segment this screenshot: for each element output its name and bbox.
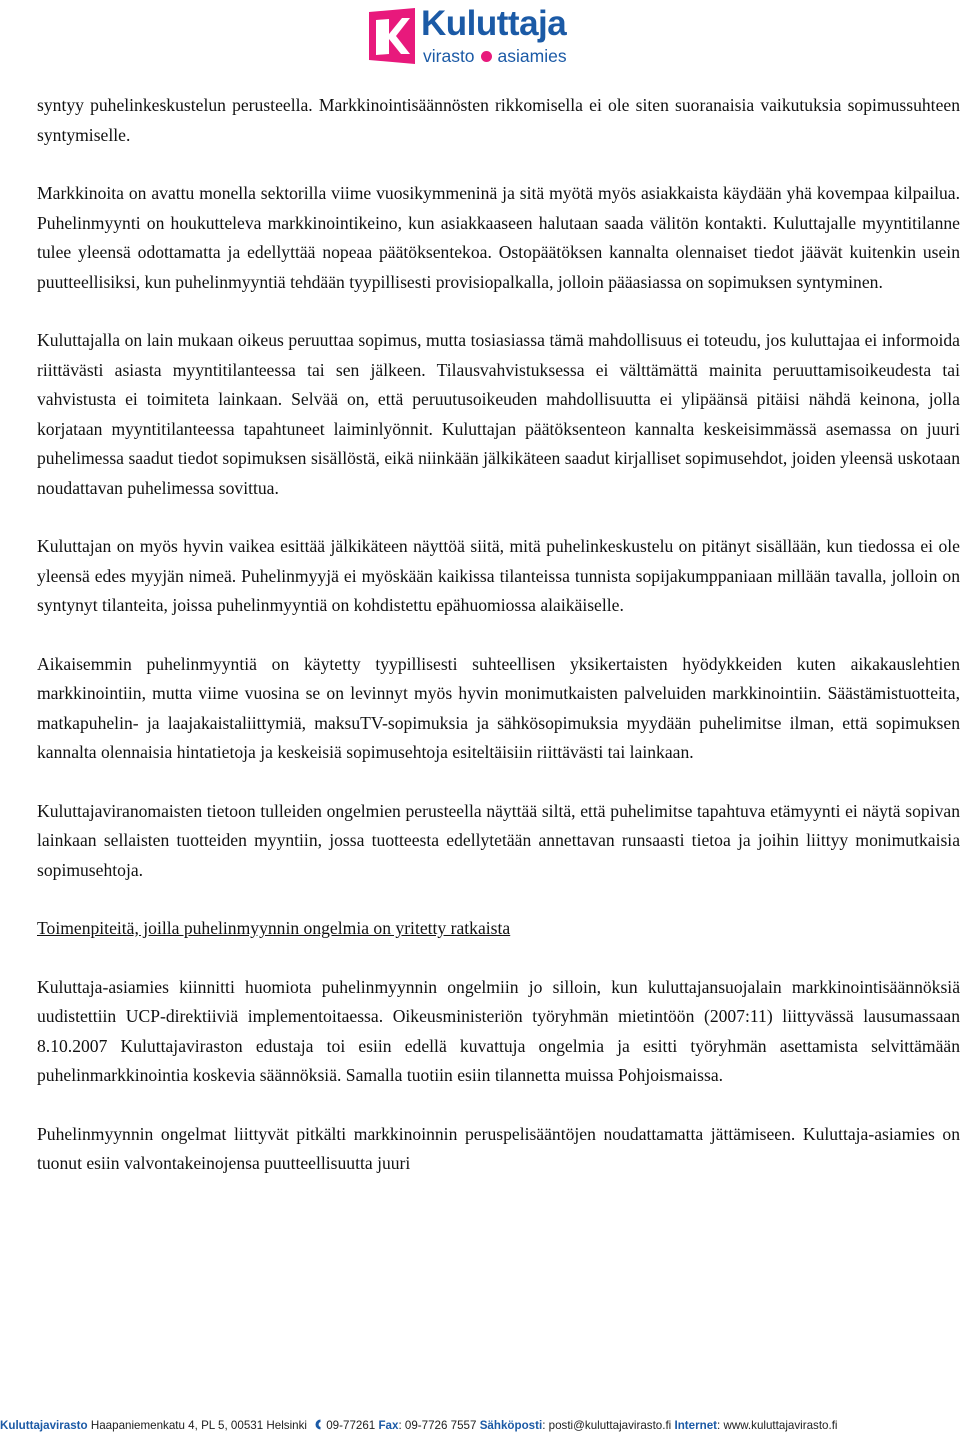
footer-email-label: Sähköposti (479, 1419, 543, 1432)
logo-sub-right: asiamies (497, 46, 567, 66)
page-footer (0, 1419, 960, 1438)
footer-web-label: Internet (674, 1419, 718, 1432)
paragraph-3: Kuluttajalla on lain mukaan oikeus peruuttaa sopimus, mutta tosiasiassa tämä mahdollisuus ei toteudu, jos kuluttajaa ei informoida riittävästi asiasta myyntitilanteessa tai sen jälkeen. Tilausvahvistuksessa ei välttämättä mainita peruuttamisoikeudesta tai vahvistusta ei toimiteta lainkaan. Selvää on, että peruutusoikeuden mahdollisuutta ei ylipäänsä pitäisi nähdä keinona, jolla korjataan myyntitilanteessa tapahtuneet laiminlyönnit. Kuluttajan päätöksenteon kannalta keskeisimmässä asemassa on juuri puhelimessa saadut tiedot sopimuksen sisällöstä, eikä niinkään jälkikäteen saadut kirjalliset sopimusehdot, joiden yleensä uskotaan noudattavan puhelimessa sovittua. (37, 330, 960, 498)
logo-mark-icon (369, 8, 415, 64)
logo-dot-icon (481, 51, 492, 62)
logo-subtitle (423, 46, 567, 67)
footer-fax-label: Fax (378, 1419, 399, 1432)
paragraph-2: Markkinoita on avattu monella sektorilla viime vuosikymmeninä ja sitä myötä myös asiakkaista käydään yhä kovempaa kilpailua. Puhelinmyynti on houkutteleva markkinointikeino, kun asiakkaaseen halutaan saada välitön kontakti. Kuluttajalle myyntitilanne tulee yleensä odottamatta ja edellyttää nopeaa päätöksentekoa. Ostopäätöksen kannalta olennaiset tiedot jäävät kuitenkin usein puutteellisiksi, kun puhelinmyyntiä tehdään tyypillisesti provisiopalkalla, jolloin pääasiassa on sopimuksen syntyminen. (37, 183, 960, 292)
kuluttaja-logo (369, 4, 591, 68)
section-heading: Toimenpiteitä, joilla puhelinmyynnin ongelmia on yritetty ratkaista (37, 918, 511, 938)
paragraph-1: syntyy puhelinkeskustelun perusteella. Markkinointisäännösten rikkomisella ei ole siten suoranaisia vaikutuksia sopimussuhteen syntymiselle. (37, 95, 960, 145)
paragraph-4: Kuluttajan on myös hyvin vaikea esittää jälkikäteen näyttöä siitä, mitä puhelinkeskustelu on pitänyt sisällään, kun tiedossa ei ole yleensä edes myyjän nimeä. Puhelinmyyjä ei myöskään kaikissa tilanteissa tunnista sopijakumppaniaan millään tavalla, jolloin on syntynyt tilanteita, joissa puhelinmyyntiä on kohdistettu epähuomiossa alaikäiselle. (37, 536, 960, 615)
paragraph-8: Puhelinmyynnin ongelmat liittyvät pitkälti markkinoinnin peruspelisääntöjen noudattamatta jättämiseen. Kuluttaja-asiamies on tuonut esiin valvontakeinojensa puutteellisuutta juuri (37, 1123, 960, 1173)
footer-phone: 09-77261 (326, 1419, 376, 1432)
footer-address: Haapaniemenkatu 4, PL 5, 00531 Helsinki (90, 1419, 307, 1432)
paragraph-5: Aikaisemmin puhelinmyyntiä on käytetty tyypillisesti suhteellisen yksikertaisten hyödykkeiden kuten aikakauslehtien markkinointiin, mutta viime vuosina se on levinnyt myös hyvin monimutkaisten palveluiden markkinointiin. Säästämistuotteita, matkapuhelin- ja laajakaistaliittymiä, maksuTV-sopimuksia ja sähkösopimuksia myydään puhelimitse ilman, että sopimuksen kannalta olennaisia hintatietoja ja keskeisiä sopimusehtoja esiteltäisiin riittävästi tai lainkaan. (37, 653, 960, 762)
document-body (37, 91, 960, 1208)
phone-icon (314, 1419, 323, 1430)
logo-name: Kuluttaja (421, 4, 567, 43)
footer-email[interactable]: : posti@kuluttajavirasto.fi (542, 1419, 672, 1432)
logo-sub-left: virasto (423, 46, 475, 66)
footer-fax: : 09-7726 7557 (398, 1419, 477, 1432)
paragraph-6: Kuluttajaviranomaisten tietoon tulleiden ongelmien perusteella näyttää siltä, että puhelimitse tapahtuva etämyynti ei näytä sopivan lainkaan sellaisten tuotteiden myyntiin, jossa tuotteesta edellytetään annettavan runsaasti tietoa ja joihin liittyy monimutkaisia sopimusehtoja. (37, 800, 960, 880)
footer-web[interactable]: : www.kuluttajavirasto.fi (717, 1419, 838, 1432)
paragraph-7: Kuluttaja-asiamies kiinnitti huomiota puhelinmyynnin ongelmiin jo silloin, kun kuluttajansuojalain markkinointisäännöksiä uudistettiin UCP-direktiiviä implementoitaessa. Oikeusministeriön työryhmän mietintöön (2007:11) liittyvässä lausumassaan 8.10.2007 Kuluttajaviraston edustaja toi esiin edellä kuvattuja ongelmia ja esitti työryhmän asettamista selvittämään puhelinmarkkinointia koskevia säännöksiä. Samalla tuotiin esiin tilannetta muissa Pohjoismaissa. (37, 976, 960, 1085)
footer-org: Kuluttajavirasto (0, 1419, 88, 1432)
